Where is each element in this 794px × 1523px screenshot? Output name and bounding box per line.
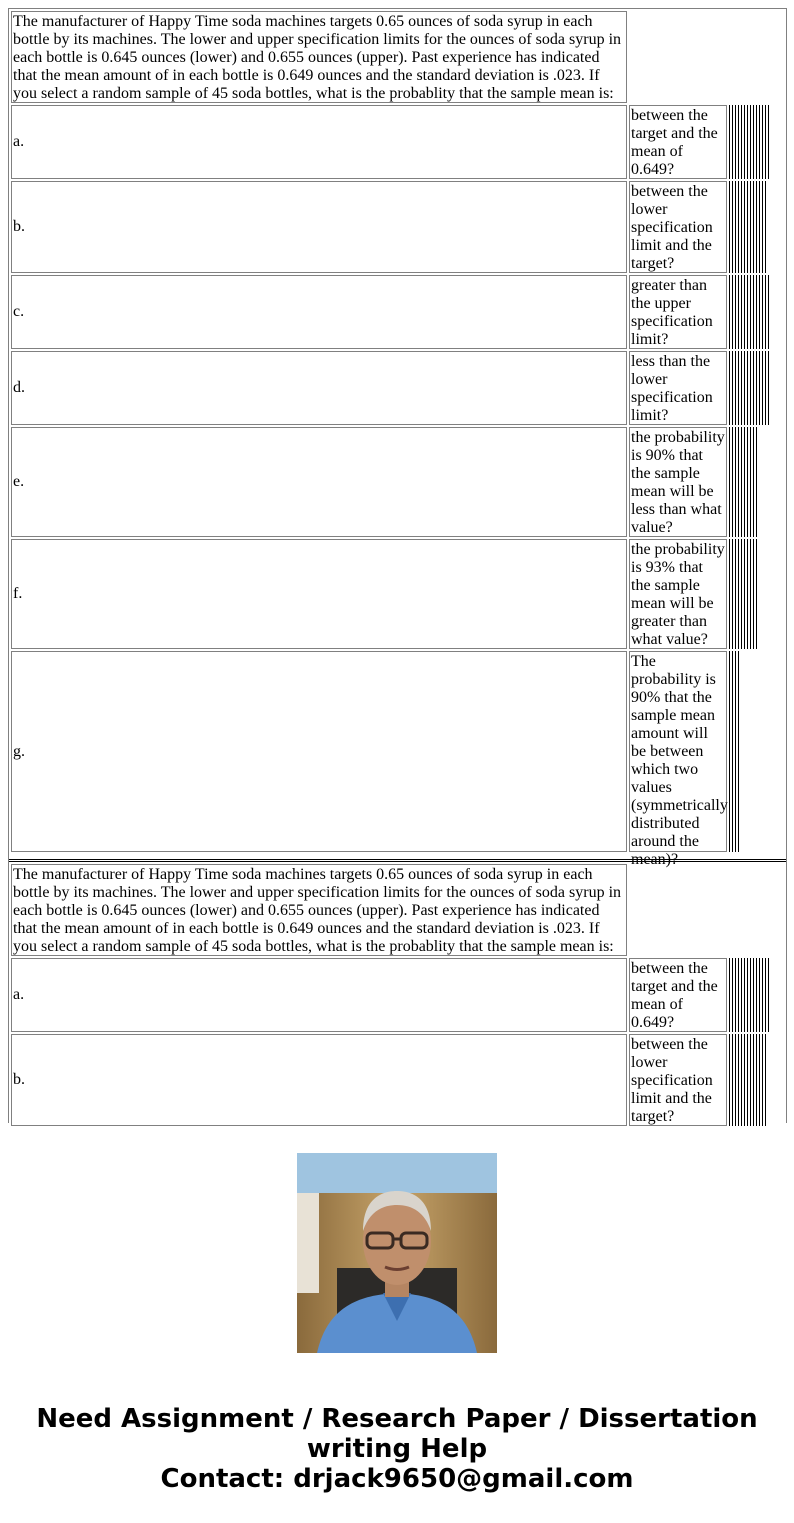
answer-rules-a-repeat [729,958,771,1032]
problem-statement: The manufacturer of Happy Time soda machines targets 0.65 ounces of soda syrup in each bottle by its machines. The lower and upper specification limits for the ounces of soda syrup in each bottle is 0.645 ounces (lower) and 0.655 ounces (upper). Past experience has indicated that the mean amount of in each bottle is 0.649 ounces and the standard deviation is .023. If you select a random sample of 45 soda bottles, what is the probablity that the sample mean is: [11,11,627,103]
answer-rules-b-repeat [729,1034,768,1126]
answer-rules-f [729,539,759,649]
question-c: greater than the upper specification limit? [629,275,727,349]
problem-statement-repeat: The manufacturer of Happy Time soda machines targets 0.65 ounces of soda syrup in each bottle by its machines. The lower and upper specification limits for the ounces of soda syrup in each bottle is 0.645 ounces (lower) and 0.655 ounces (upper). Past experience has indicated that the mean amount of in each bottle is 0.649 ounces and the standard deviation is .023. If you select a random sample of 45 soda bottles, what is the probablity that the sample mean is: [11,864,627,956]
row-label-b: b. [11,181,627,273]
question-a-repeat: between the target and the mean of 0.649? [629,958,727,1032]
help-line-1: Need Assignment / Research Paper / Dissertation [36,1404,758,1434]
question-d: less than the lower specification limit? [629,351,727,425]
answer-rules-g [729,651,741,852]
question-g: The probability is 90% that the sample mean amount will be between which two values (symmetrically distributed around the mean)? [631,653,728,868]
row-label-e: e. [11,427,627,537]
document-sheet [8,8,787,1123]
question-b-repeat: between the lower specification limit and the target? [629,1034,727,1126]
contact-email: Contact: drjack9650@gmail.com [160,1464,634,1494]
avatar-portrait-icon [297,1153,497,1353]
answer-rules-a [729,105,771,179]
question-e: the probability is 90% that the sample mean will be less than what value? [629,427,727,537]
answer-rules-b [729,181,768,273]
question-f: the probability is 93% that the sample mean will be greater than what value? [629,539,727,649]
author-avatar [297,1153,497,1353]
question-block-1 [9,9,786,868]
question-b: between the lower specification limit and the target? [629,181,727,273]
row-label-b-repeat: b. [11,1034,627,1126]
answer-rules-c [729,275,771,349]
question-block-2 [9,862,786,1126]
row-label-g: g. [11,651,627,852]
row-label-c: c. [11,275,627,349]
row-label-d: d. [11,351,627,425]
row-label-a-repeat: a. [11,958,627,1032]
row-label-a: a. [11,105,627,179]
answer-rules-e [729,427,759,537]
contact-banner [0,1404,794,1494]
row-label-f: f. [11,539,627,649]
question-a: between the target and the mean of 0.649? [629,105,727,179]
help-line-2: writing Help [306,1434,488,1464]
answer-rules-d [729,351,771,425]
